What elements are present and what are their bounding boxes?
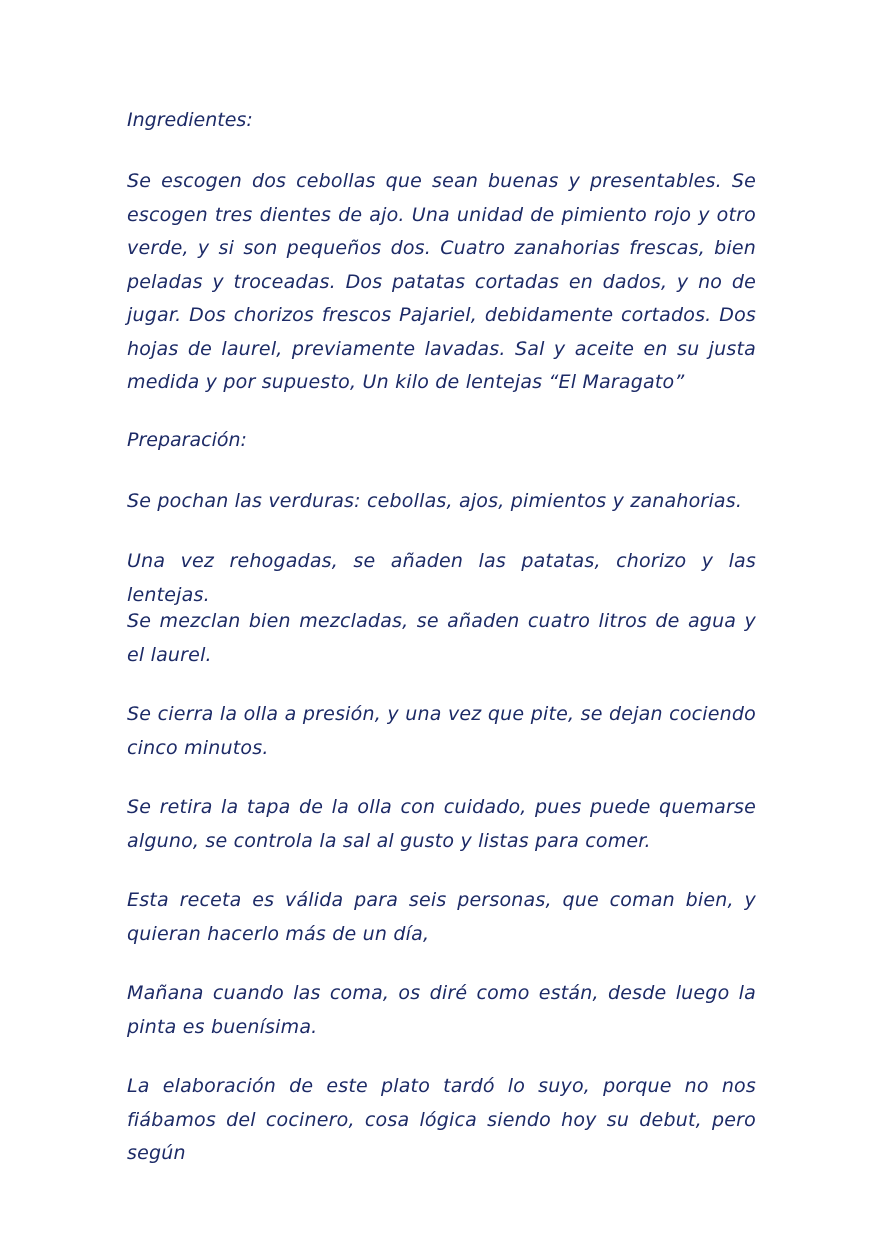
step-paragraph: Mañana cuando las coma, os diré como están, desde luego la pinta es buenísima.: [127, 982, 756, 1038]
step-paragraph: Una vez rehogadas, se añaden las patatas, chorizo y las lentejas.: [127, 550, 756, 606]
step-paragraph: Se pochan las verduras: cebollas, ajos, pimientos y zanahorias.: [127, 490, 743, 512]
ingredients-paragraph: Se escogen dos cebollas que sean buenas y presentables. Se escogen tres dientes de ajo. Una unidad de pimiento rojo y otro verde, y si son pequeños dos. Cuatro zanahorias frescas, bien peladas y troceadas. Dos patatas cortadas en dados, y no de jugar. Dos chorizos frescos Pajariel, debidamente cortados. Dos hojas de laurel, previamente lavadas. Sal y aceite en su justa medida y por supuesto, Un kilo de lentejas “El Maragato”: [127, 170, 756, 393]
step-paragraph: Se cierra la olla a presión, y una vez que pite, se dejan cociendo cinco minutos.: [127, 703, 756, 759]
step-paragraph: Se mezclan bien mezcladas, se añaden cuatro litros de agua y el laurel.: [127, 610, 756, 666]
step-paragraph: Se retira la tapa de la olla con cuidado, pues puede quemarse alguno, se controla la sal al gusto y listas para comer.: [127, 796, 756, 852]
step-paragraph: La elaboración de este plato tardó lo suyo, porque no nos fiábamos del cocinero, cosa lógica siendo hoy su debut, pero según: [127, 1075, 756, 1164]
preparation-heading: Preparación:: [127, 429, 247, 451]
ingredients-heading: Ingredientes:: [127, 109, 253, 131]
step-paragraph: Esta receta es válida para seis personas, que coman bien, y quieran hacerlo más de un día,: [127, 889, 756, 945]
